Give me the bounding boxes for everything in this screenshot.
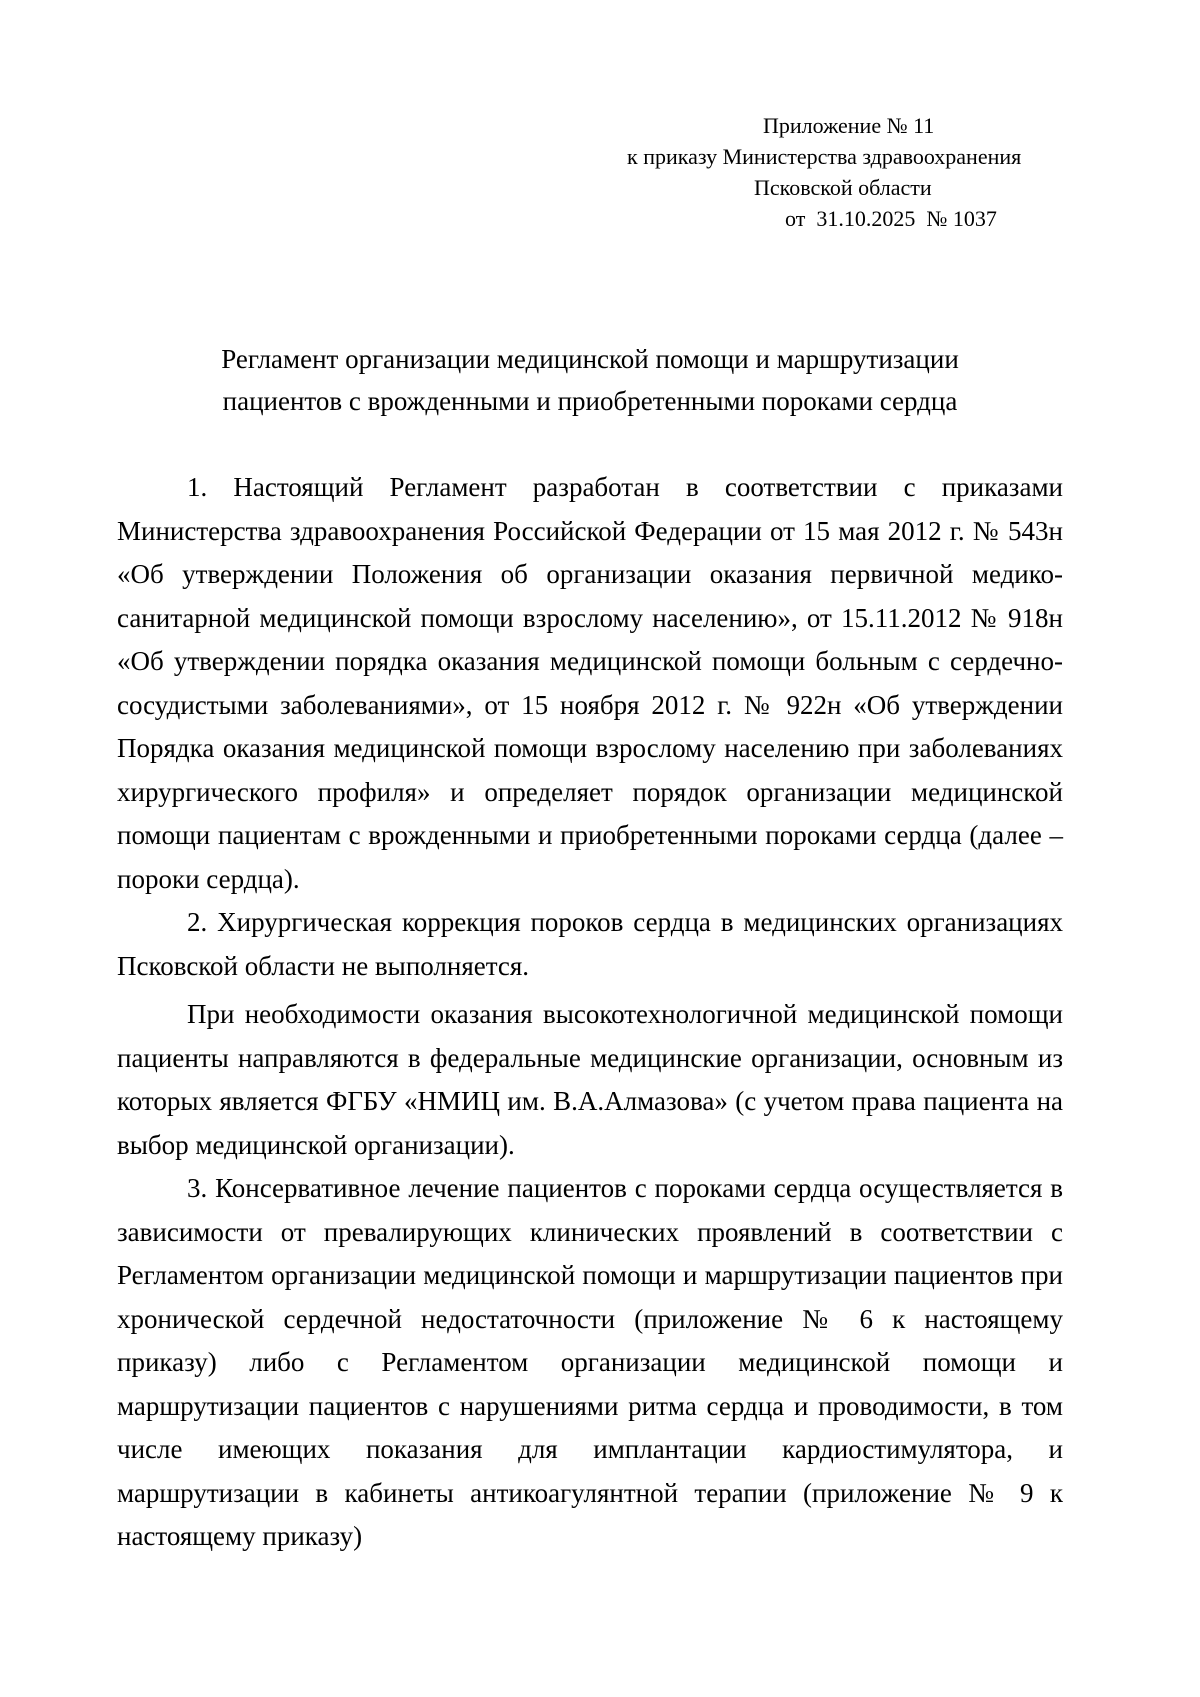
document-title-line-2: пациентов с врожденными и приобретенными пороками сердца — [222, 386, 958, 416]
paragraph-3: При необходимости оказания высокотехнологичной медицинской помощи пациенты направляются в федеральные медицинские организации, основным из которых является ФГБУ «НМИЦ им. В.А.Алмазова» (с учетом права пациента на выбор медицинской организации). — [117, 999, 1063, 1160]
appendix-date-number: от 31.10.2025 № 1037 — [785, 206, 997, 231]
paragraph-1: 1. Настоящий Регламент разработан в соответствии с приказами Министерства здравоохранения Российской Федерации от 15 мая 2012 г. № 543н «Об утверждении Положения об организации оказания первичной медико-санитарной медицинской помощи взрослому населению», от 15.11.2012 № 918н «Об утверждении порядка оказания медицинской помощи больным с сердечно-сосудистыми заболеваниями», от 15 ноября 2012 г. № 922н «Об утверждении Порядка оказания медицинской помощи взрослому населению при заболеваниях хирургического профиля» и определяет порядок организации медицинской помощи пациентам с врожденными и приобретенными пороками сердца (далее – пороки сердца). — [117, 472, 1063, 894]
appendix-header — [620, 110, 1140, 234]
appendix-region: Псковской области — [754, 175, 932, 200]
document-title-line-1: Регламент организации медицинской помощи и маршрутизации — [221, 344, 959, 374]
document-body — [117, 466, 1063, 1559]
appendix-order-reference: к приказу Министерства здравоохранения — [627, 144, 1022, 169]
paragraph-2: 2. Хирургическая коррекция пороков сердца в медицинских организациях Псковской области не выполняется. — [117, 907, 1063, 981]
document-title — [117, 338, 1063, 422]
paragraph-4: 3. Консервативное лечение пациентов с пороками сердца осуществляется в зависимости от превалирующих клинических проявлений в соответствии с Регламентом организации медицинской помощи и маршрутизации пациентов при хронической сердечной недостаточности (приложение № 6 к настоящему приказу) либо с Регламентом организации медицинской помощи и маршрутизации пациентов с нарушениями ритма сердца и проводимости, в том числе имеющих показания для имплантации кардиостимулятора, и маршрутизации в кабинеты антикоагулянтной терапии (приложение № 9 к настоящему приказу) — [117, 1173, 1063, 1551]
appendix-number: Приложение № 11 — [763, 113, 935, 138]
